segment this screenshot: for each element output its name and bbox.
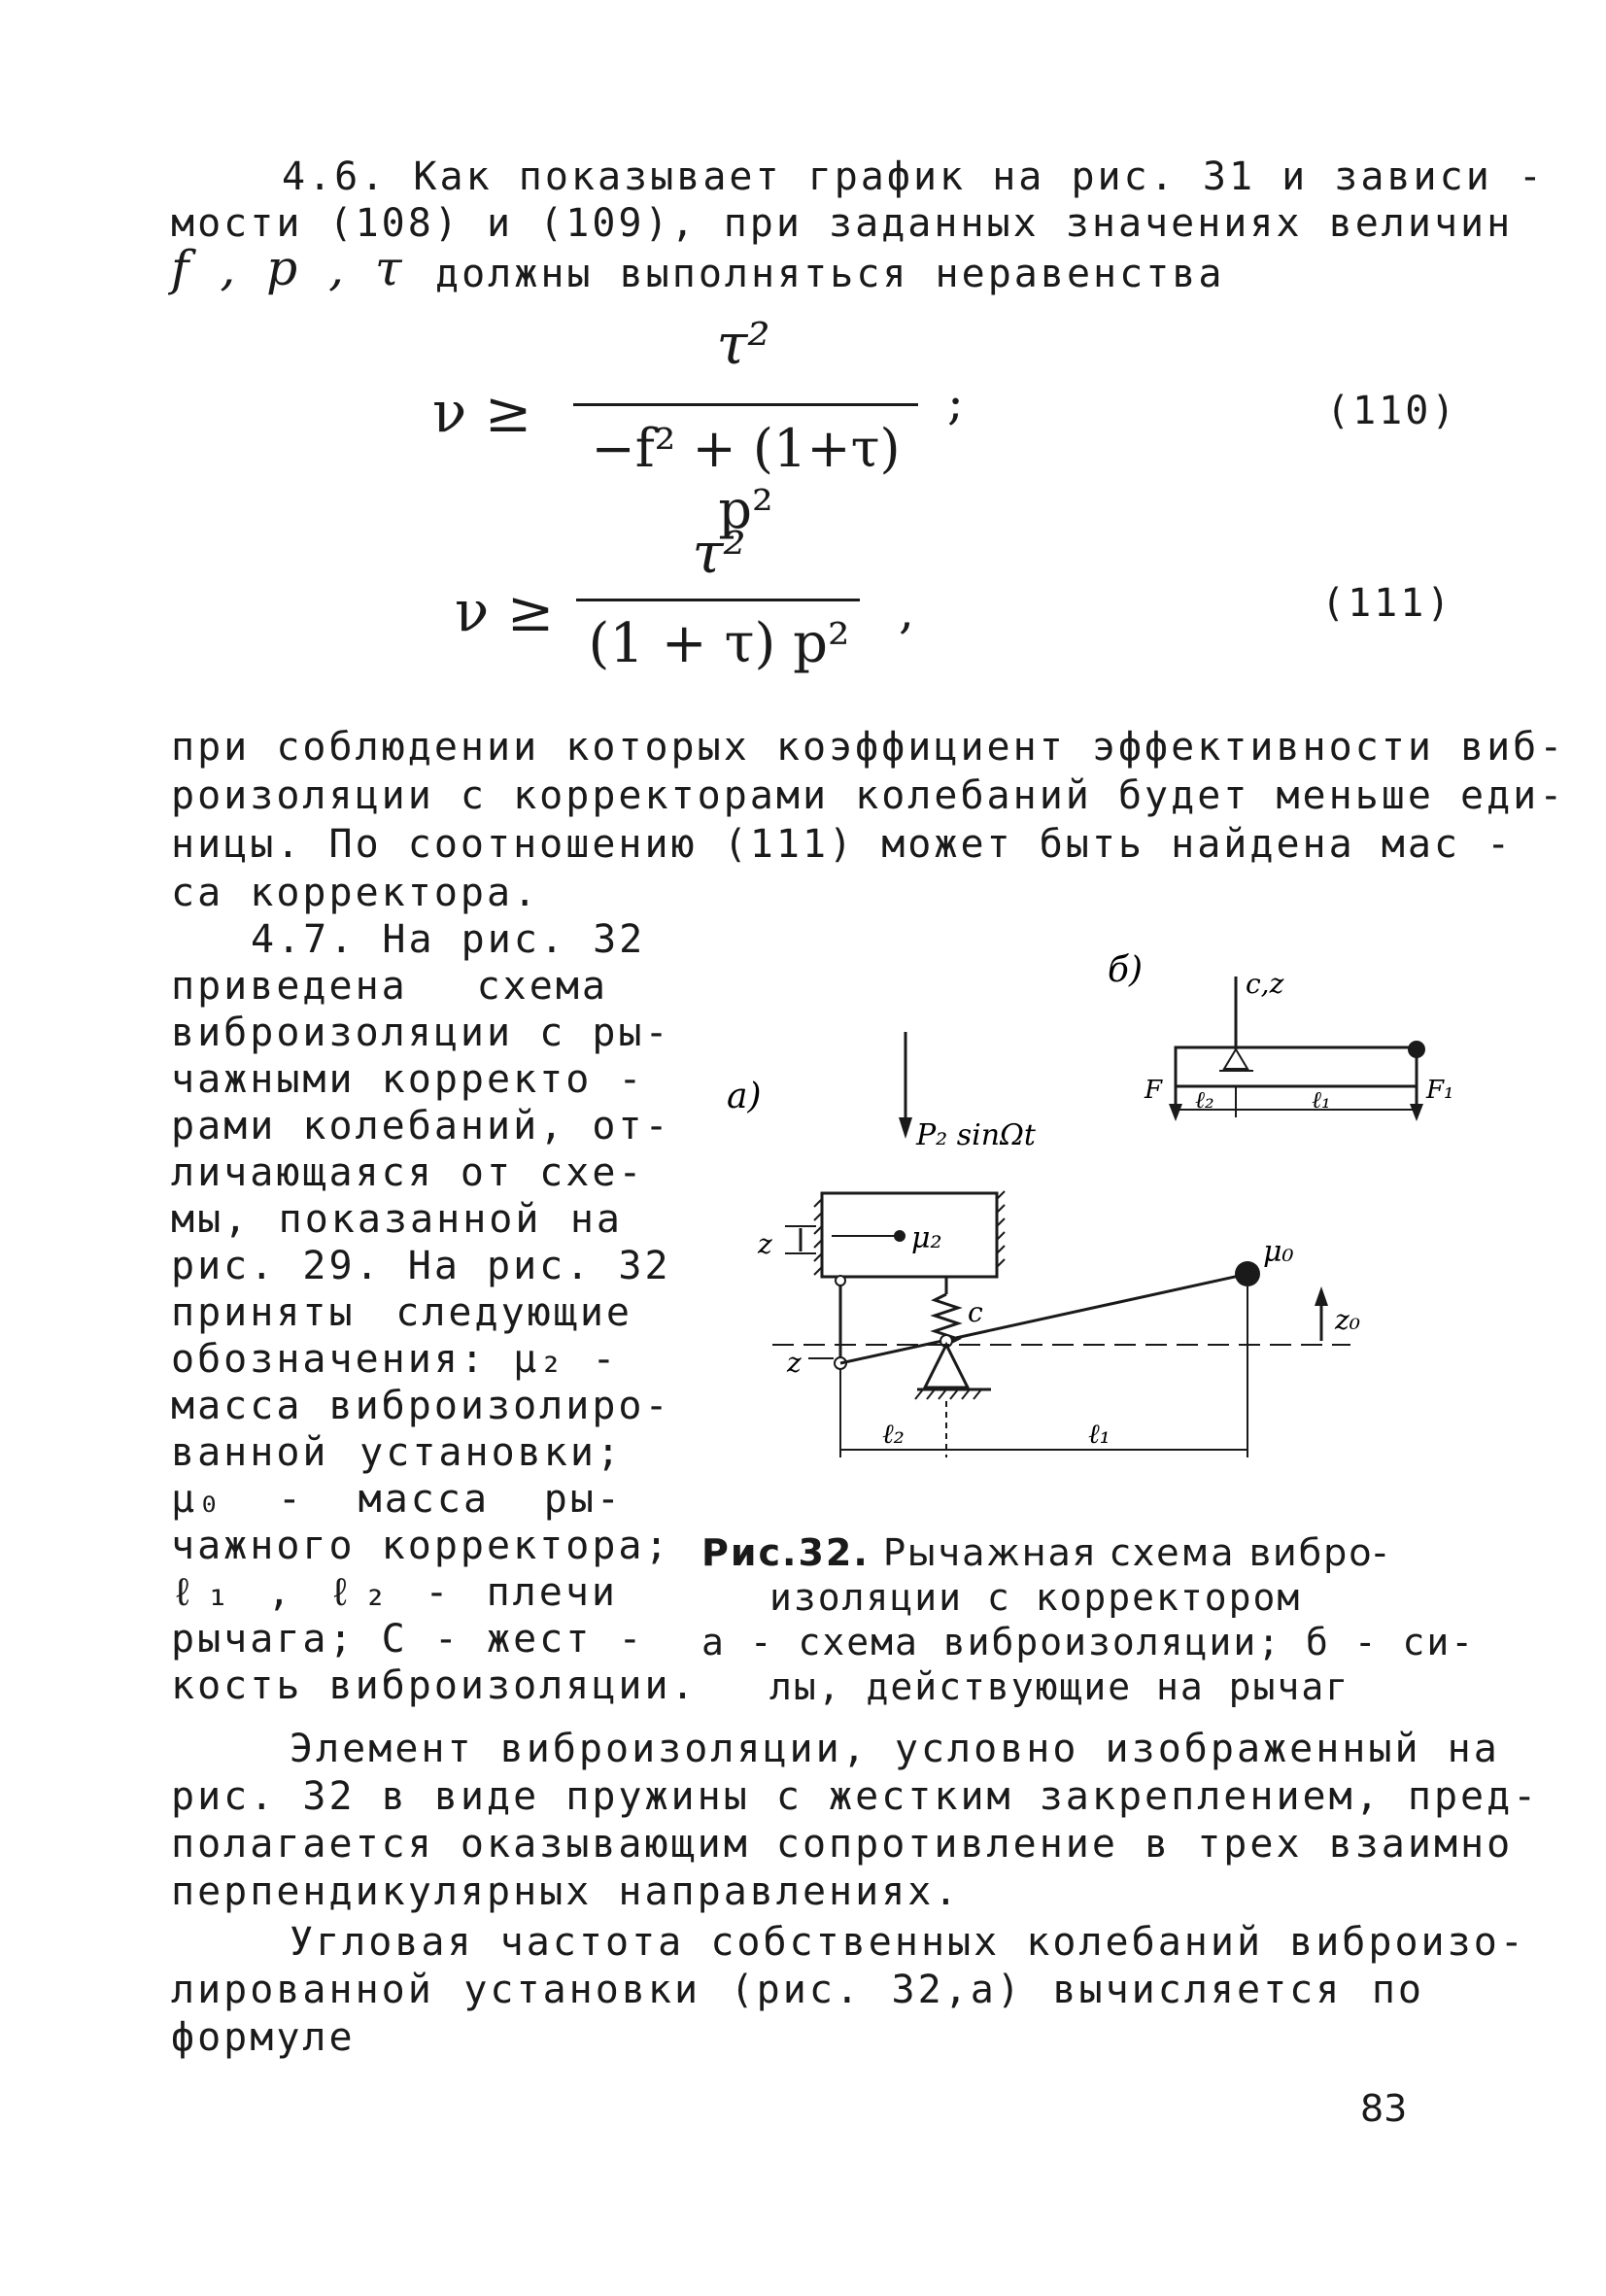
para47-line: чажного корректора; bbox=[171, 1524, 671, 1568]
rod-pin-top bbox=[836, 1276, 845, 1285]
para47-line: рами колебаний, от- bbox=[171, 1104, 671, 1148]
para-after-line2: роизоляции с корректорами колебаний будет меньше еди- bbox=[171, 773, 1566, 818]
para47-line: ванной установки; bbox=[171, 1430, 623, 1475]
formula-111-fraction-bar bbox=[576, 599, 860, 601]
b-mass bbox=[1408, 1041, 1425, 1058]
para47-line: виброизоляции с ры- bbox=[171, 1011, 671, 1055]
para-element-line1: Элемент виброизоляции, условно изображенный на bbox=[290, 1727, 1500, 1771]
b-F-arrow-head bbox=[1169, 1104, 1182, 1121]
para47-line: μ₀ - масса ры- bbox=[171, 1477, 623, 1522]
mass2-label: μ₂ bbox=[911, 1221, 942, 1255]
para46-line2: мости (108) и (109), при заданных значениях величин bbox=[171, 201, 1514, 246]
force-label: P₂ sinΩt bbox=[916, 1118, 1036, 1152]
para-angular-line1: Угловая частота собственных колебаний виброизо- bbox=[290, 1920, 1526, 1965]
formula-110-number: (110) bbox=[1326, 389, 1458, 433]
para47-line: кость виброизоляции. bbox=[171, 1663, 698, 1708]
para-element-line2: рис. 32 в виде пружины с жестким закреплением, пред- bbox=[171, 1774, 1540, 1819]
b-cz-label: c,z bbox=[1246, 968, 1284, 1000]
caption-title bbox=[701, 1530, 1388, 1575]
para47-line: мы, показанной на bbox=[171, 1197, 623, 1242]
page-number: 83 bbox=[1360, 2087, 1408, 2130]
para47-line: обозначения: μ₂ - bbox=[171, 1337, 619, 1382]
para46-line1: 4.6. Как показывает график на рис. 31 и зависи - bbox=[282, 154, 1545, 199]
caption-line2: изоляции с корректором bbox=[769, 1576, 1302, 1619]
para47-line: рис. 29. На рис. 32 bbox=[171, 1244, 671, 1288]
para47-line: ℓ₁ , ℓ₂ - плечи bbox=[171, 1570, 618, 1615]
dim-l1-label: ℓ₁ bbox=[1088, 1418, 1111, 1450]
para47-line: приведена схема bbox=[171, 964, 608, 1009]
z-label-top: z bbox=[758, 1228, 772, 1260]
para46-symbols: f , p , τ bbox=[171, 240, 410, 296]
mass2-point bbox=[894, 1230, 906, 1242]
mass0-label: μ₀ bbox=[1263, 1235, 1294, 1269]
lever bbox=[840, 1275, 1244, 1363]
para-angular-line2: лированной установки (рис. 32,а) вычисляется по bbox=[171, 1968, 1424, 2012]
z0-label: z₀ bbox=[1335, 1304, 1360, 1336]
b-F1-label: F₁ bbox=[1426, 1076, 1454, 1105]
caption-line3: а - схема виброизоляции; б - си- bbox=[701, 1621, 1476, 1663]
formula-110-numerator: τ² bbox=[716, 311, 770, 377]
para-element-line3: полагается оказывающим сопротивление в трех взаимно bbox=[171, 1822, 1514, 1867]
caption-title-bold: Рис.32. bbox=[701, 1531, 870, 1574]
formula-111-denominator: (1 + τ) p² bbox=[588, 612, 850, 675]
figure-32 bbox=[680, 923, 1457, 1477]
para47-line: личающаяся от схе- bbox=[171, 1150, 645, 1195]
b-fulcrum bbox=[1224, 1049, 1247, 1069]
dim-l2-label: ℓ₂ bbox=[882, 1418, 905, 1450]
z-label-bottom: z bbox=[787, 1347, 802, 1379]
formula-111-lhs: ν ≥ bbox=[455, 578, 555, 644]
b-lever-box bbox=[1176, 1047, 1417, 1086]
formula-110-lhs: ν ≥ bbox=[432, 379, 532, 445]
formula-110-fraction-bar bbox=[573, 403, 918, 406]
z0-arrow-head bbox=[1315, 1286, 1328, 1306]
formula-111-numerator: τ² bbox=[692, 520, 746, 586]
para-after-line3: ницы. По соотношению (111) может быть найдена мас - bbox=[171, 822, 1514, 867]
b-l2-label: ℓ₂ bbox=[1195, 1086, 1214, 1114]
para47-line: 4.7. На рис. 32 bbox=[251, 917, 646, 962]
para-after-line4: са корректора. bbox=[171, 871, 540, 915]
para-after-line1: при соблюдении которых коэффициент эффективности виб- bbox=[171, 725, 1566, 770]
para-element-line4: перпендикулярных направлениях. bbox=[171, 1869, 961, 1914]
formula-110-punct: ; bbox=[947, 374, 964, 430]
b-F-label: F bbox=[1145, 1076, 1163, 1105]
spring-label: c bbox=[968, 1296, 983, 1328]
formula-111-punct: , bbox=[899, 583, 914, 639]
para47-line: чажными корректо - bbox=[171, 1057, 645, 1102]
para-angular-line3: формуле bbox=[171, 2015, 356, 2060]
mass0-ball bbox=[1235, 1261, 1260, 1286]
para47-line: рычага; C - жест - bbox=[171, 1617, 645, 1662]
fulcrum-support bbox=[925, 1345, 968, 1388]
formula-111-number: (111) bbox=[1321, 581, 1453, 626]
b-l1-label: ℓ₁ bbox=[1312, 1086, 1331, 1114]
caption-line4: лы, действующие на рычаг bbox=[769, 1665, 1350, 1708]
figure-label-b: б) bbox=[1108, 950, 1144, 990]
b-F1-arrow-head bbox=[1410, 1104, 1423, 1121]
caption-title-rest: Рычажная схема вибро- bbox=[869, 1531, 1389, 1574]
figure-label-a: а) bbox=[727, 1077, 762, 1116]
formula-110-denominator: −f² + (1+τ) p² bbox=[591, 418, 901, 540]
para47-line: масса виброизолиро- bbox=[171, 1384, 671, 1428]
para46-line3: должны выполняться неравенства bbox=[435, 252, 1225, 296]
force-arrow-head bbox=[899, 1117, 912, 1139]
para47-line: приняты следующие bbox=[171, 1290, 632, 1335]
